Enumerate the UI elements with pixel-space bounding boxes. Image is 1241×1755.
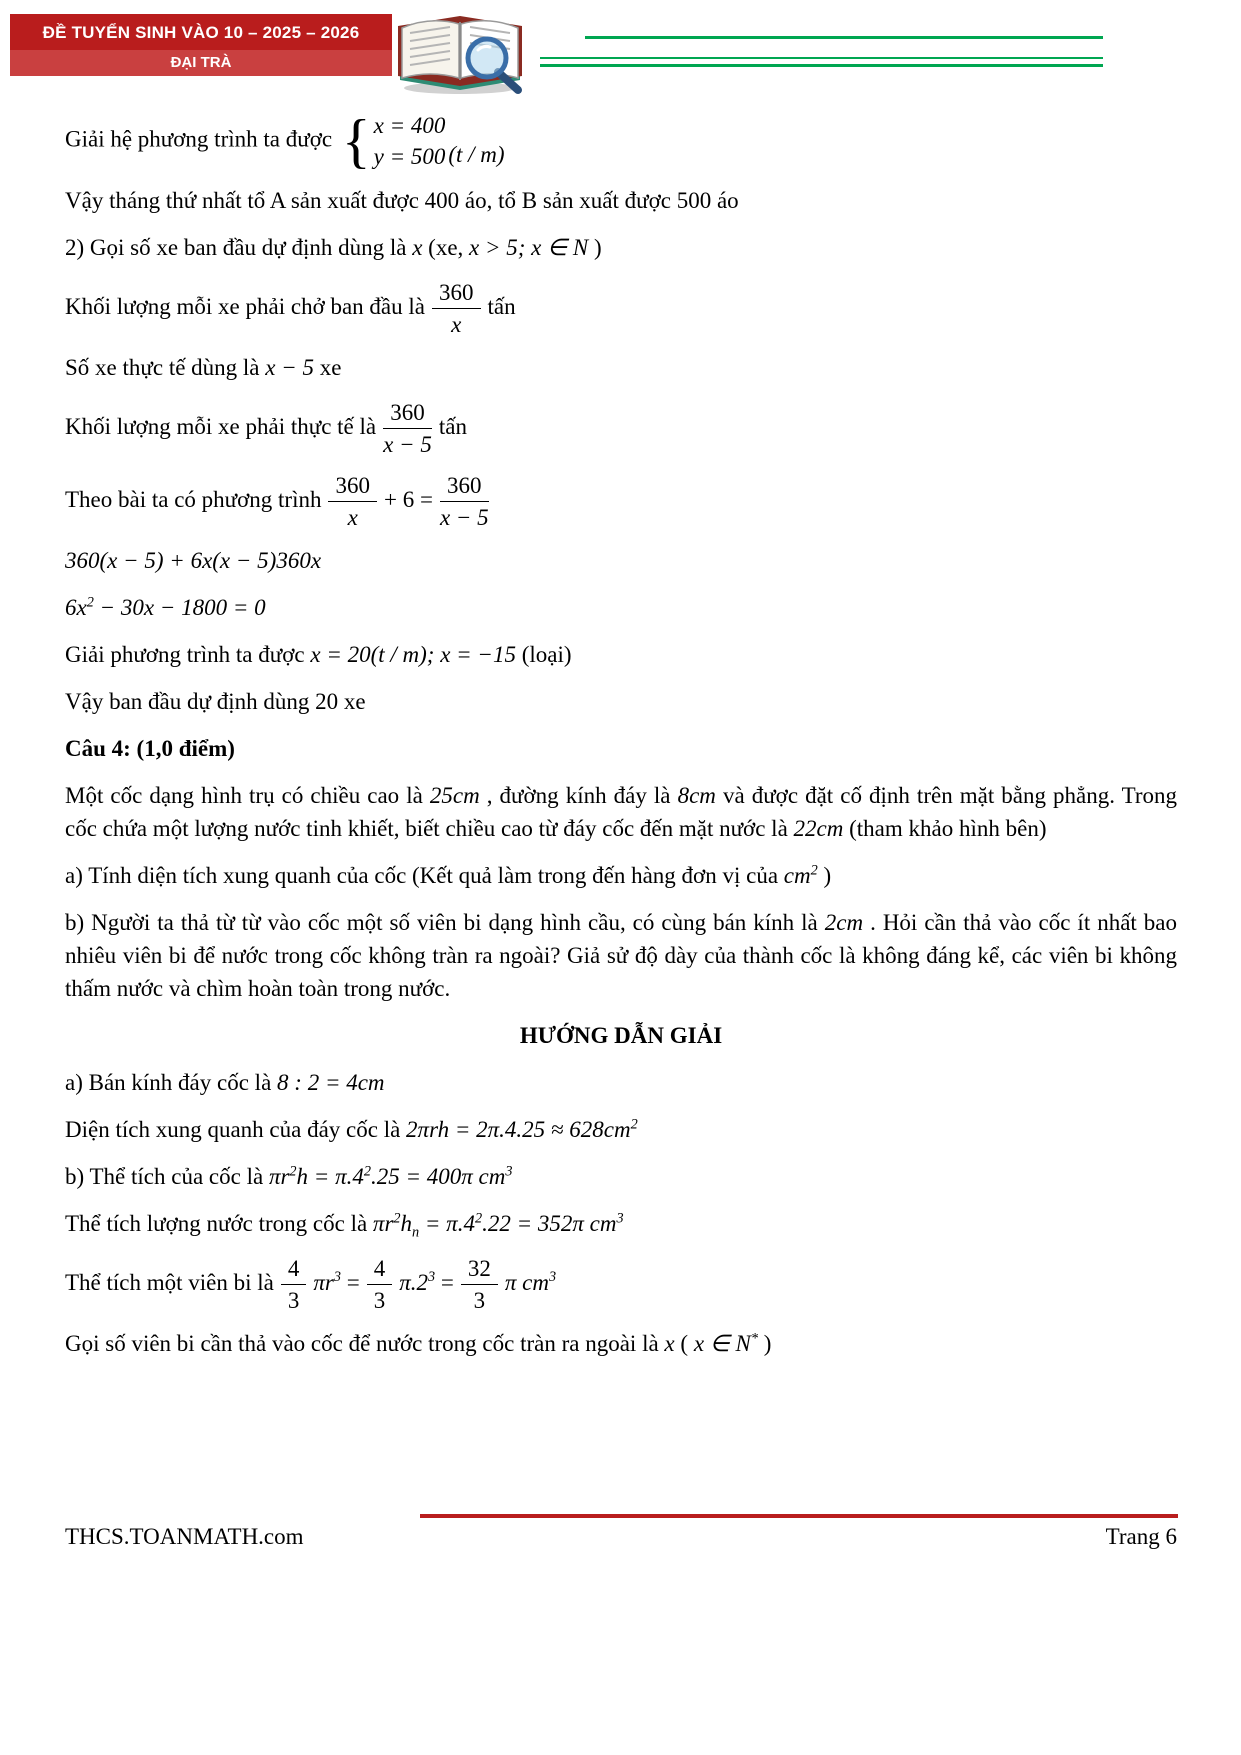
- text-run: b) Thể tích của cốc là: [65, 1164, 269, 1189]
- text-run: và được đặt cố định trên mặt bằng phẳng. Trong cốc chứa một lượng nước tinh khiết, biết chiều cao từ đáy cốc đến mặt nước là: [65, 783, 1178, 841]
- math-run: = π.4: [419, 1211, 475, 1236]
- fraction-denominator: x: [451, 312, 462, 337]
- condition-note: (t / m): [448, 142, 505, 167]
- fraction-denominator: 3: [373, 1288, 386, 1313]
- text-run: Thể tích một viên bi là: [65, 1269, 274, 1295]
- math-run: cm: [783, 863, 811, 888]
- text-run: Gọi số viên bi cần thả vào cốc để nước trong cốc tràn ra ngoài là: [65, 1331, 665, 1356]
- exponent: 3: [548, 1269, 557, 1286]
- math-run: h = π.4: [296, 1164, 364, 1189]
- header-banner: [10, 14, 392, 76]
- fraction-numerator: 360: [328, 471, 377, 502]
- exponent: 3: [505, 1163, 513, 1180]
- text-run: tấn: [487, 293, 516, 319]
- para-roots: [65, 638, 1177, 671]
- fraction: [328, 471, 377, 532]
- system-rows: [374, 110, 446, 172]
- math-run: x > 5; x ∈ N: [469, 235, 589, 260]
- math-run: 22cm: [793, 816, 844, 841]
- fraction: [440, 471, 489, 532]
- green-rule-bottom: [540, 64, 1103, 67]
- math-run: .22 = 352π cm: [482, 1211, 617, 1236]
- math-run: + 6 =: [383, 486, 433, 512]
- para-conclusion-2: [65, 685, 1177, 718]
- para-equation-setup: [65, 471, 1177, 532]
- exponent: 3: [333, 1269, 341, 1286]
- fraction-denominator: 3: [473, 1288, 486, 1313]
- left-brace: {: [341, 108, 371, 174]
- text-run: Theo bài ta có phương trình: [65, 486, 322, 512]
- text-run: Số xe thực tế dùng là: [65, 355, 266, 380]
- math-run: =: [346, 1269, 360, 1295]
- text-run: Giải phương trình ta được: [65, 642, 311, 667]
- para-water-volume: [65, 1207, 1177, 1240]
- equation-row: x = 400: [373, 113, 446, 138]
- banner-subtitle: ĐẠI TRÀ: [10, 50, 392, 76]
- text-run: ): [588, 235, 602, 260]
- text-run: Diện tích xung quanh của đáy cốc là: [65, 1117, 407, 1142]
- para-cup-volume: [65, 1160, 1177, 1193]
- fraction-denominator: x: [347, 505, 358, 530]
- text-run: Câu 4: (1,0 điểm): [65, 736, 235, 761]
- banner-title: ĐỀ TUYỂN SINH VÀO 10 – 2025 – 2026: [10, 14, 392, 50]
- fraction: [461, 1254, 498, 1315]
- math-run: − 30x − 1800 = 0: [93, 595, 266, 620]
- math-run: x = 20(t / m); x = −15: [310, 642, 516, 667]
- heading-solution-guide: [65, 1019, 1177, 1052]
- text-run: (: [674, 1331, 694, 1356]
- math-run: 8 : 2 = 4cm: [277, 1070, 385, 1095]
- footer-rule: [420, 1514, 1178, 1518]
- green-rule-middle: [540, 57, 1103, 59]
- footer-site: THCS.TOANMATH.com: [65, 1524, 304, 1549]
- para-problem-statement: [65, 779, 1177, 845]
- math-run: x: [412, 235, 423, 260]
- document-body: [65, 104, 1177, 1374]
- text-run: (loại): [515, 642, 572, 667]
- text-run: HƯỚNG DẪN GIẢI: [519, 1023, 723, 1048]
- math-run: .25 = 400π cm: [370, 1164, 506, 1189]
- para-quadratic-equation: [65, 591, 1177, 624]
- math-run: =: [440, 1269, 454, 1295]
- heading-question-4: [65, 732, 1177, 765]
- math-run: π.2: [399, 1269, 428, 1295]
- exponent: 2: [289, 1163, 297, 1180]
- fraction: [367, 1254, 393, 1315]
- equation-row: y = 500: [373, 144, 446, 169]
- math-run: 2πrh = 2π.4.25 ≈ 628cm: [406, 1117, 631, 1142]
- para-initial-load: [65, 278, 1177, 339]
- equation-system: [342, 110, 505, 172]
- fraction: [383, 398, 432, 459]
- exponent: 2: [363, 1163, 371, 1180]
- exponent: 3: [428, 1269, 436, 1286]
- text-run: Thể tích lượng nước trong cốc là: [65, 1211, 373, 1236]
- math-run: x ∈ N: [693, 1331, 751, 1356]
- para-actual-load: [65, 398, 1177, 459]
- fraction-numerator: 4: [281, 1254, 307, 1285]
- fraction-numerator: 4: [367, 1254, 393, 1285]
- math-run: x: [664, 1331, 675, 1356]
- text-run: tấn: [438, 413, 467, 439]
- exponent: 2: [474, 1210, 483, 1227]
- book-magnifier-icon: [390, 0, 532, 96]
- para-variable-definition: [65, 231, 1177, 264]
- math-run: h: [400, 1211, 413, 1236]
- fraction-numerator: 360: [432, 278, 481, 309]
- text-run: a) Bán kính đáy cốc là: [65, 1070, 278, 1095]
- math-run: 360(x − 5) + 6x(x − 5)360x: [65, 548, 322, 573]
- exponent: 2: [393, 1210, 401, 1227]
- para-actual-trucks: [65, 351, 1177, 384]
- para-part-b-question: [65, 906, 1177, 1005]
- fraction: [281, 1254, 307, 1315]
- exponent: 2: [86, 594, 94, 611]
- math-run: πr: [268, 1164, 290, 1189]
- text-run: Khối lượng mỗi xe phải thực tế là: [65, 413, 377, 439]
- fraction-numerator: 360: [440, 471, 489, 502]
- text-run: , đường kính đáy là: [479, 783, 678, 808]
- para-marble-count-definition: [65, 1327, 1177, 1360]
- text-run: ): [817, 863, 832, 888]
- math-run: x − 5: [265, 355, 314, 380]
- text-run: 2) Gọi số xe ban đầu dự định dùng là: [65, 235, 413, 260]
- math-run: πr: [372, 1211, 394, 1236]
- fraction-denominator: x − 5: [383, 432, 432, 457]
- text-run: (xe,: [422, 235, 470, 260]
- math-run: 2cm: [824, 910, 864, 935]
- text-run: ): [758, 1331, 772, 1356]
- math-run: 25cm: [429, 783, 480, 808]
- exponent: *: [750, 1330, 759, 1347]
- fraction-denominator: 3: [287, 1288, 300, 1313]
- para-expanded-equation: [65, 544, 1177, 577]
- math-run: 8cm: [677, 783, 716, 808]
- para-marble-volume: [65, 1254, 1177, 1315]
- text-run: a) Tính diện tích xung quanh của cốc (Kết quả làm trong đến hàng đơn vị của: [65, 863, 784, 888]
- exponent: 2: [810, 862, 818, 879]
- fraction-numerator: 360: [383, 398, 432, 429]
- fraction: [432, 278, 481, 339]
- math-run: πr: [313, 1269, 334, 1295]
- exponent: 3: [616, 1210, 624, 1227]
- text-run: Một cốc dạng hình trụ có chiều cao là: [65, 783, 430, 808]
- subscript: n: [412, 1224, 420, 1241]
- text-run: Vậy ban đầu dự định dùng 20 xe: [65, 689, 366, 714]
- footer-page-number: Trang 6: [1105, 1524, 1177, 1549]
- math-run: 6x: [65, 595, 87, 620]
- text-run: Vậy tháng thứ nhất tổ A sản xuất được 400 áo, tổ B sản xuất được 500 áo: [65, 188, 739, 213]
- text-run: b) Người ta thả từ từ vào cốc một số viên bi dạng hình cầu, có cùng bán kính là: [65, 910, 825, 935]
- green-rule-top: [585, 36, 1103, 39]
- para-system-solution: [65, 110, 1177, 172]
- para-part-a-question: [65, 859, 1177, 892]
- exponent: 2: [630, 1116, 638, 1133]
- text-run: Giải hệ phương trình ta được: [65, 126, 333, 152]
- para-radius: [65, 1066, 1177, 1099]
- para-lateral-area: [65, 1113, 1177, 1146]
- text-run: xe: [314, 355, 342, 380]
- text-run: (tham khảo hình bên): [843, 816, 1047, 841]
- para-conclusion-1: [65, 184, 1177, 217]
- text-run: Khối lượng mỗi xe phải chở ban đầu là: [65, 293, 425, 319]
- fraction-numerator: 32: [461, 1254, 498, 1285]
- fraction-denominator: x − 5: [439, 505, 489, 530]
- math-run: π cm: [504, 1269, 549, 1295]
- text-run: . Hỏi cần thả vào cốc ít nhất bao nhiêu viên bi để nước trong cốc không tràn ra ngoài? Giả sử độ dày của thành cốc là không đáng kể, các viên bi không thấm nước và chìm hoàn toàn trong nước.: [65, 910, 1177, 1001]
